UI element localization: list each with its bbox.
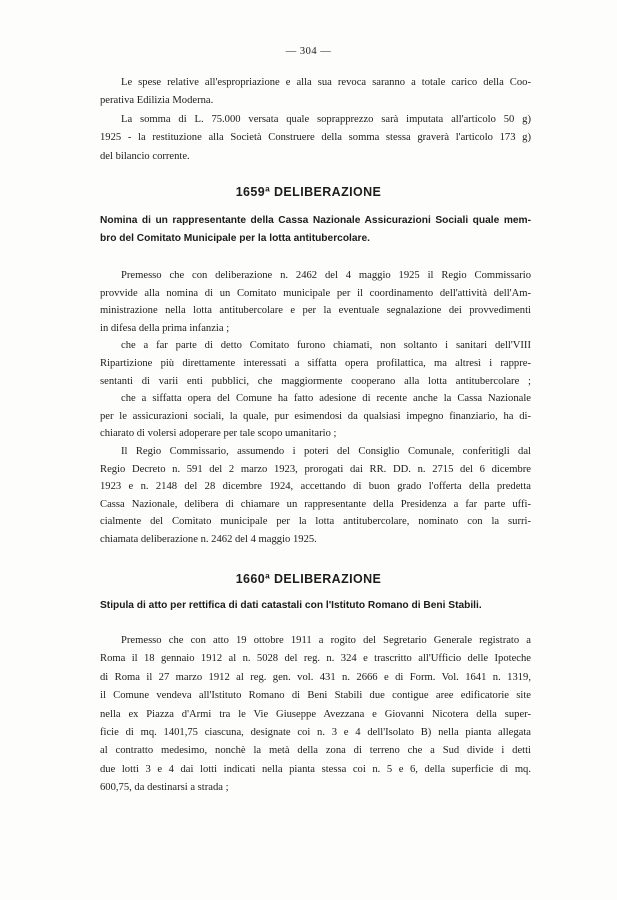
deliberation-1659-heading: 1659ª DELIBERAZIONE <box>235 185 382 199</box>
text-line: di Roma il 27 marzo 1912 al reg. gen. vol. 431 n. 2666 e di Form. Vol. 1641 n. 1319, <box>100 671 531 683</box>
text-line: due lotti 3 e 4 dai lotti indicati nella pianta stessa coi n. 5 e 6, della superficie di mq. <box>100 763 531 775</box>
text-line: Roma il 18 gennaio 1912 al n. 5028 del reg. n. 324 e trascritto all'Ufficio delle Ipoteche <box>100 653 531 665</box>
subject-line: Nomina di un rappresentante della Cassa Nazionale Assicurazioni Sociali quale mem- <box>100 215 531 226</box>
text-line: chiamata deliberazione n. 2462 del 4 maggio 1925. <box>100 533 317 545</box>
text-line: 1925 - la restituzione alla Società Construere della somma stessa graverà l'articolo 173 g) <box>100 132 531 144</box>
page-number: — 304 — <box>285 46 332 57</box>
text-line: per le assicurazioni sociali, la quale, pur esimendosi da qualsiasi impegno finanziario, ha di- <box>100 410 531 422</box>
text-line: Cassa Nazionale, delibera di chiamare un rappresentante della Presidenza a far parte uffi- <box>100 498 531 510</box>
intro-paragraph <box>100 74 531 166</box>
text-line: Regio Decreto n. 591 del 2 marzo 1923, prorogati dai RR. DD. n. 2715 del 6 dicembre <box>100 463 531 475</box>
text-line: ministrazione nella lotta antitubercolare e per la eventuale segnalazione dei provvedimenti <box>100 305 531 317</box>
text-line: ficie di mq. 1401,75 ciascuna, designate coi n. 3 e 4 dell'Isolato B) nella pianta allegata <box>100 727 531 739</box>
text-line: chiarato di volersi adoperare per tale scopo umanitario ; <box>100 428 337 440</box>
text-line: del bilancio corrente. <box>100 150 190 162</box>
deliberation-1660-heading: 1660ª DELIBERAZIONE <box>235 572 382 586</box>
deliberation-1659-subject <box>100 212 531 248</box>
subject-line: Stipula di atto per rettifica di dati catastali con l'Istituto Romano di Beni Stabili. <box>100 600 482 611</box>
text-line: che a far parte di detto Comitato furono chiamati, non soltanto i sanitari dell'VIII <box>121 340 531 352</box>
text-line: Il Regio Commissario, assumendo i poteri del Consiglio Comunale, conferitigli dal <box>121 445 531 457</box>
deliberation-1660-subject <box>100 597 540 615</box>
text-line: Le spese relative all'espropriazione e alla sua revoca saranno a totale carico della Coo- <box>121 77 531 88</box>
text-line: 600,75, da destinarsi a strada ; <box>100 782 229 794</box>
text-line: Premesso che con atto 19 ottobre 1911 a rogito del Segretario Generale registrato a <box>121 635 531 646</box>
text-line: provvide alla nomina di un Comitato municipale per il coordinamento dell'attività dell'Am- <box>100 287 531 299</box>
text-line: nella ex Piazza d'Armi tra le Vie Giuseppe Avezzana e Giovanni Nicotera della super- <box>100 708 531 720</box>
text-line: Premesso che con deliberazione n. 2462 del 4 maggio 1925 il Regio Commissario <box>121 270 531 281</box>
text-line: sentanti di varii enti pubblici, che maggiormente cooperano alla lotta antitubercolare ; <box>100 375 531 387</box>
deliberation-1659-body <box>100 267 531 549</box>
text-line: 1923 e n. 2148 del 28 dicembre 1924, accettando di buon grado l'offerta della predetta <box>100 481 531 493</box>
text-line: al contratto medesimo, nonchè la metà della zona di terreno che a Sud divide i detti <box>100 745 531 757</box>
text-line: cialmente del Comitato municipale per la lotta antitubercolare, nominato con la surri- <box>100 516 531 528</box>
deliberation-1660-body <box>100 632 531 798</box>
text-line: perativa Edilizia Moderna. <box>100 95 214 107</box>
text-line: La somma di L. 75.000 versata quale soprapprezzo sarà imputata all'articolo 50 g) <box>121 113 531 125</box>
text-line: Ripartizione più direttamente interessati a siffatta opera profilattica, ma altresì i rappre- <box>100 357 531 369</box>
text-line: il Comune vendeva all'Istituto Romano di Beni Stabili due contigue aree edificatorie site <box>100 690 531 702</box>
text-line: che a siffatta opera del Comune ha fatto adesione di recente anche la Cassa Nazionale <box>121 393 531 405</box>
text-line: in difesa della prima infanzia ; <box>100 322 230 334</box>
subject-line: bro del Comitato Municipale per la lotta antitubercolare. <box>100 233 371 244</box>
